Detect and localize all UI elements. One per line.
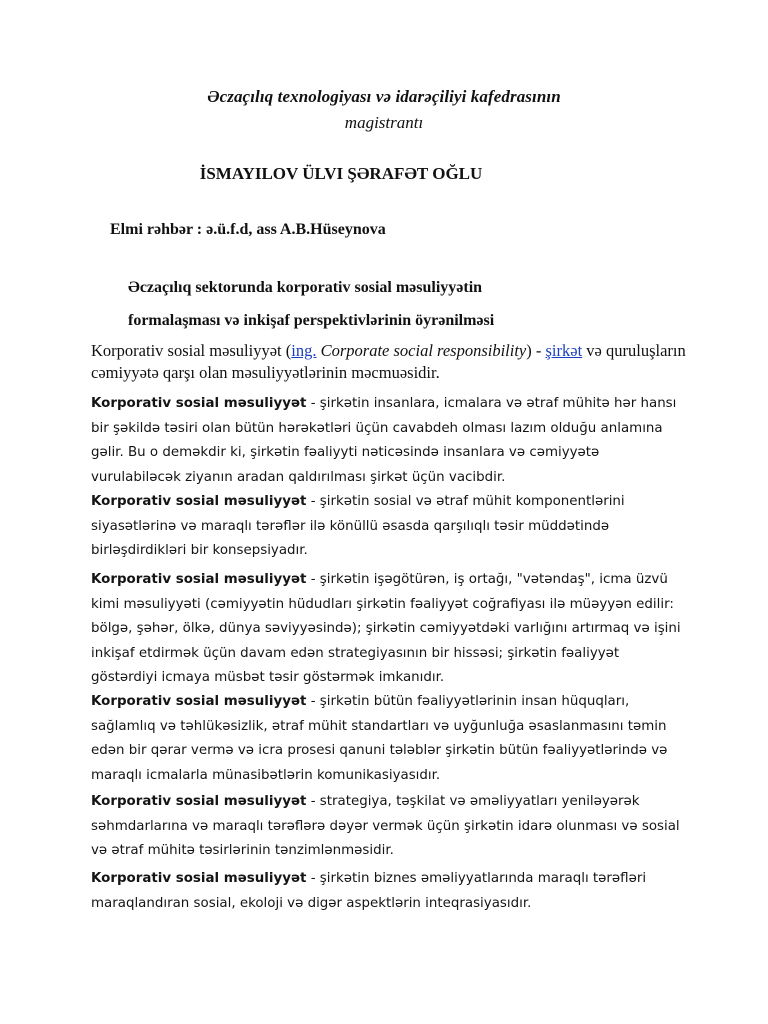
thesis-title-line-1: Əczaçılıq sektorunda korporativ sosial məsuliyyətin <box>128 279 483 296</box>
definition-term: Korporativ sosial məsuliyyət <box>91 396 307 411</box>
definition-term: Korporativ sosial məsuliyyət <box>91 572 307 587</box>
department-title: Əczaçılıq texnologiyası və idarəçiliyi kafedrasının <box>207 87 561 106</box>
definition-text: - şirkətin insanlara, icmalara və ətraf mühitə hər hansı bir şəkildə təsiri olan bütün hərəkətləri üçün cavabdeh olması lazım olduğu anlamına gəlir. Bu o deməkdir ki, şirkətin fəaliyyti nəticəsində insanlara və cəmiyyətə vurulabiləcək ziyanın aradan qaldırılması şirkət üçün vacibdir. <box>91 396 677 485</box>
definition-paragraph <box>91 690 681 788</box>
definition-term: Korporativ sosial məsuliyyət <box>91 494 307 509</box>
intro-text-before: Korporativ sosial məsuliyyət ( <box>91 341 292 360</box>
definition-text: - şirkətin sosial və ətraf mühit komponentlərini siyasətlərinə və maraqlı tərəflər ilə könüllü əsasda qarşılıqlı təsir müddətində birləşdirdikləri bir konsepsiyadır. <box>91 494 625 558</box>
definition-text: - şirkətin biznes əməliyyatlarında maraqlı tərəfləri maraqlandıran sosial, ekoloji və digər aspektlərin inteqrasiyasıdır. <box>91 871 647 911</box>
thesis-title-line-2: formalaşması və inkişaf perspektivlərinin öyrənilməsi <box>128 312 495 329</box>
intro-text-middle: ) - <box>526 341 546 360</box>
supervisor-line: Elmi rəhbər : ə.ü.f.d, ass A.B.Hüseynova <box>110 221 386 238</box>
definition-term: Korporativ sosial məsuliyyət <box>91 871 307 886</box>
ing-link[interactable]: ing. <box>291 341 317 360</box>
definition-term: Korporativ sosial məsuliyyət <box>91 694 307 709</box>
definition-text: - strategiya, təşkilat və əməliyyatları yeniləyərək səhmdarlarına və maraqlı tərəflərə dəyər vermək üçün şirkətin idarə olunması və sosial və ətraf mühitə təsirlərinin tənzimlənməsidir. <box>91 794 680 858</box>
definition-text: - şirkətin işəgötürən, iş ortağı, "vətəndaş", icma üzvü kimi məsuliyyəti (cəmiyyətin hüdudları şirkətin fəaliyyət coğrafiyası ilə müəyyən edilir: bölgə, şəhər, ölkə, dünya səviyyəsində); şirkətin cəmiyyətdəki varlığını artırmaq və işini inkişaf etdirmək üçün davam edən strategiyasının bir hissəsi; şirkətin fəaliyyət göstərdiyi icmaya müsbət təsir göstərmək imkanıdır. <box>91 572 681 685</box>
definition-term: Korporativ sosial məsuliyyət <box>91 794 307 809</box>
author-name: İSMAYILOV ÜLVI ŞƏRAFƏT OĞLU <box>199 164 483 183</box>
role-label: magistrantı <box>344 113 424 132</box>
company-link[interactable]: şirkət <box>545 341 583 360</box>
intro-paragraph <box>91 340 691 384</box>
definition-paragraph <box>91 568 681 691</box>
intro-text-after: və quruluşların cəmiyyətə qarşı olan məsuliyyətlərinin məcmuəsidir. <box>91 341 686 382</box>
definition-text: - şirkətin bütün fəaliyyətlərinin insan hüquqları, sağlamlıq və təhlükəsizlik, ətraf mühit standartları və uyğunluğa əsaslanmasını təmin edən bir qərar vermə və icra prosesi qanuni tələblər şirkətin bütün fəaliyyətlərində və maraqlı icmalarla münasibətlərin komunikasiyasıdır. <box>91 694 668 783</box>
definition-paragraph <box>91 867 681 916</box>
definition-paragraph <box>91 790 681 864</box>
definition-paragraph <box>91 392 681 490</box>
english-term: Corporate social responsibility <box>316 341 527 360</box>
definition-paragraph <box>91 490 681 564</box>
